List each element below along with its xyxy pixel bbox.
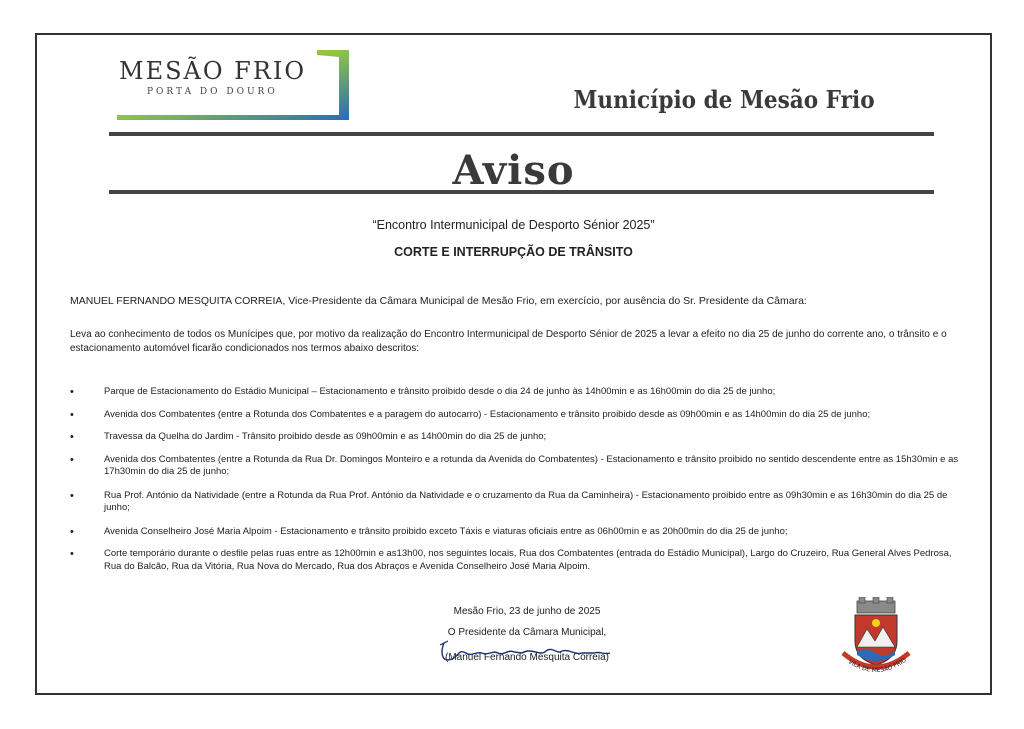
- event-title: “Encontro Intermunicipal de Desporto Sénior 2025”: [372, 218, 655, 232]
- municipality-title: Município de Mesão Frio: [573, 85, 875, 114]
- top-divider: [109, 132, 934, 136]
- list-item: • Travessa da Quelha do Jardim - Trânsito proibido desde as 09h00min e as 14h00min do dia 25 de junho;: [67, 431, 962, 444]
- signatory-role: O Presidente da Câmara Municipal,: [447, 627, 607, 638]
- municipal-crest-icon: [837, 597, 915, 679]
- notice-subtitle: CORTE E INTERRUPÇÃO DE TRÂNSITO: [394, 245, 633, 259]
- list-item: • Avenida dos Combatentes (entre a Rotunda dos Combatentes e a paragem do autocarro) - Estacionamento e trânsito proibido desde as 09h00min e as 14h00min do dia 25 de junho;: [67, 409, 962, 422]
- logo-tagline: PORTA DO DOURO: [147, 87, 278, 97]
- logo-name: MESÃO FRIO: [119, 57, 307, 85]
- list-item: • Parque de Estacionamento do Estádio Municipal – Estacionamento e trânsito proibido desde o dia 24 de junho às 14h00min e as 16h00min do dia 25 de junho;: [67, 386, 962, 399]
- list-item: • Corte temporário durante o desfile pelas ruas entre as 12h00min e as13h00, nos seguintes locais, Rua dos Combatentes (entrada do Estádio Municipal), Largo do Cruzeiro, Rua General Alves Pedrosa, Rua do Balcão, Rua da Vitória, Rua Nova do Mercado, Rua dos Abraços e Avenida Conselheiro José Maria Alpoim.: [67, 548, 962, 573]
- intro-paragraph: MANUEL FERNANDO MESQUITA CORREIA, Vice-Presidente da Câmara Municipal de Mesão Frio, em exercício, por ausência do Sr. Presidente da Câmara:: [70, 295, 807, 307]
- crest-motto: VILA DE MESÃO FRIO: [846, 656, 908, 675]
- notice-heading: Aviso: [452, 147, 575, 194]
- signatory-name: (Manuel Fernando Mesquita Correia): [445, 652, 609, 663]
- restriction-list: [67, 386, 962, 573]
- handwritten-signature: [422, 635, 622, 667]
- body-paragraph: Leva ao conhecimento de todos os Munícipes que, por motivo da realização do Encontro Intermunicipal de Desporto Sénior de 2025 a levar a efeito no dia 25 de junho do corrente ano, o trânsito e o estacionamento automóvel ficarão condicionados nos termos abaixo descritos:: [70, 329, 947, 354]
- list-item: • Avenida dos Combatentes (entre a Rotunda da Rua Dr. Domingos Monteiro e a rotunda da Avenida do Combatentes) - Estacionamento e trânsito proibido no sentido descendente entre as 15h30min e as 17h30min do dia 25 de junho;: [67, 454, 962, 479]
- notice-frame: [35, 33, 992, 695]
- bottom-divider: [109, 190, 934, 194]
- place-date: Mesão Frio, 23 de junho de 2025: [453, 606, 601, 617]
- list-item: • Avenida Conselheiro José Maria Alpoim - Estacionamento e trânsito proibido exceto Táxis e viaturas oficiais entre as 06h00min e as 20h00min do dia 25 de junho;: [67, 526, 962, 539]
- list-item: • Rua Prof. António da Natividade (entre a Rotunda da Rua Prof. António da Natividade e o cruzamento da Rua da Caminheira) - Estacionamento proibido entre as 09h30min e as 16h30min do dia 25 de junho;: [67, 490, 962, 515]
